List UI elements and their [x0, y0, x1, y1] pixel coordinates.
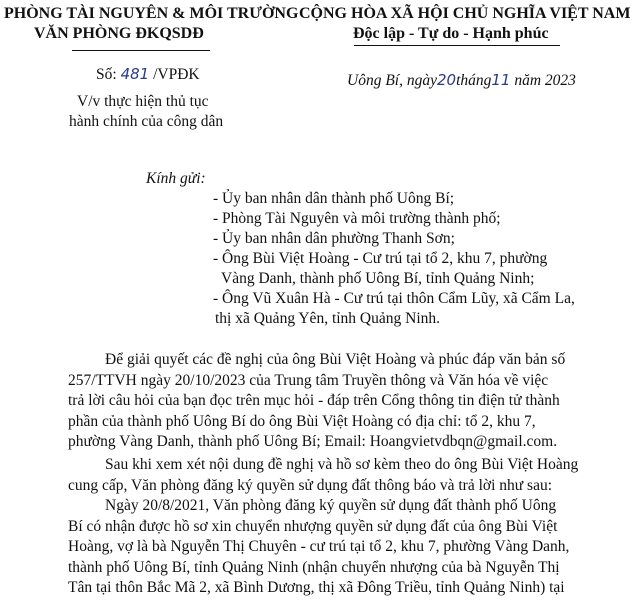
place-date-prefix: Uông Bí, ngày [347, 72, 437, 89]
number-label: Số: [96, 66, 117, 83]
body-paragraph-2 [68, 455, 594, 496]
country-name: CỘNG HÒA XÃ HỘI CHỦ NGHĨA VIỆT NAM [299, 5, 631, 22]
month-label: tháng [456, 72, 492, 89]
month-handwritten: 11 [491, 71, 511, 89]
document-number [96, 65, 200, 84]
recipient-2: - Phòng Tài Nguyên và môi trường thành phố; [213, 210, 501, 227]
recipient-4: - Ông Bùi Việt Hoàng - Cư trú tại tổ 2, khu 7, phường [213, 250, 548, 267]
paragraph-line: Hoàng, vợ là bà Nguyễn Thị Chuyên - cư trú tại tổ 2, khu 7, phường Vàng Danh, [68, 538, 570, 555]
paragraph-line: phần của thành phố Uông Bí do ông Bùi Việt Hoàng có địa chỉ: tổ 2, khu 7, [68, 412, 536, 430]
paragraph-line: Tân tại thôn Bắc Mã 2, xã Bình Dương, thị xã Đông Triều, tỉnh Quảng Ninh) tại [68, 579, 565, 596]
paragraph-line: Bí có nhận được hồ sơ xin chuyển nhượng quyền sử dụng đất của ông Bùi Việt [68, 517, 558, 535]
office-name: VĂN PHÒNG ĐKQSDĐ [34, 25, 204, 42]
paragraph-line: Để giải quyết các đề nghị của ông Bùi Việt Hoàng và phúc đáp văn bản số [105, 351, 566, 368]
year-text: năm 2023 [514, 72, 576, 89]
office-underline [72, 50, 210, 51]
agency-name: PHÒNG TÀI NGUYÊN & MÔI TRƯỜNG [4, 5, 299, 22]
place-date [347, 71, 576, 90]
body-paragraph-3 [68, 496, 594, 599]
recipient-4-cont: Vàng Danh, thành phố Uông Bí, tỉnh Quảng Ninh; [221, 270, 535, 287]
recipient-3: - Ủy ban nhân dân phường Thanh Sơn; [213, 230, 455, 247]
paragraph-line: Ngày 20/8/2021, Văn phòng đăng ký quyền sử dụng đất thành phố Uông [105, 497, 557, 514]
paragraph-line: 257/TTVH ngày 20/10/2023 của Trung tâm Truyền thông và Văn hóa về việc [68, 371, 549, 389]
motto: Độc lập - Tự do - Hạnh phúc [353, 25, 549, 42]
paragraph-line: cung cấp, Văn phòng đăng ký quyền sử dụng đất thông báo và trả lời như sau: [68, 476, 553, 494]
motto-underline [354, 45, 560, 46]
paragraph-line: trả lời câu hỏi của bạn đọc trên mục hỏi - đáp trên Cổng thông tin điện tử thành [68, 392, 560, 409]
number-handwritten: 481 [120, 65, 150, 83]
paragraph-line: Sau khi xem xét nội dung đề nghị và hồ sơ kèm theo do ông Bùi Việt Hoàng [105, 456, 579, 473]
subject-line-2: hành chính của công dân [69, 113, 224, 130]
recipient-5-cont: thị xã Quảng Yên, tỉnh Quảng Ninh. [215, 310, 440, 327]
recipient-1: - Ủy ban nhân dân thành phố Uông Bí; [213, 190, 455, 207]
recipient-5: - Ông Vũ Xuân Hà - Cư trú tại thôn Cẩm Lũy, xã Cẩm La, [213, 290, 575, 307]
number-suffix: /VPĐK [153, 66, 200, 83]
day-handwritten: 20 [436, 71, 457, 89]
paragraph-line: phường Vàng Danh, thành phố Uông Bí; Email: Hoangvietvdbqn@gmail.com. [68, 433, 558, 450]
greeting: Kính gửi: [146, 170, 206, 187]
paragraph-line: thành phố Uông Bí, tỉnh Quảng Ninh (nhận chuyển nhượng của bà Nguyễn Thị [68, 558, 560, 576]
body-paragraph-1 [68, 350, 594, 453]
subject-line-1: V/v thực hiện thủ tục [77, 93, 209, 110]
